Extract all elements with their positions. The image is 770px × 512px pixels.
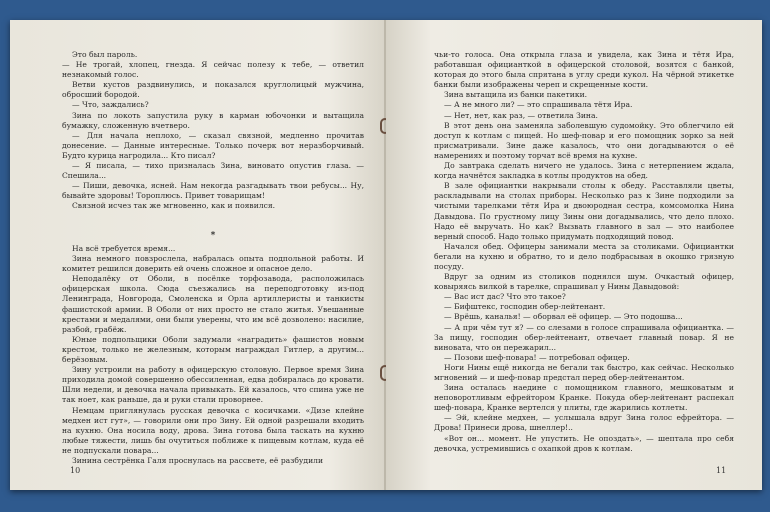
left-text-block-b — [62, 244, 364, 466]
paragraph: Вдруг за одним из столиков поднялся шум. Очкастый офицер, ковыряясь вилкой в тарелке, спрашивал у Нины Давыдовой: — [434, 272, 734, 292]
left-page — [10, 20, 385, 490]
paragraph: — Бифштекс, господин обер-лейтенант. — [444, 302, 606, 312]
paragraph: «Вот он... момент. Не упустить. Не опоздать», — шептала про себя девочка, устремившись с охапкой дров к котлам. — [434, 433, 734, 453]
paragraph: — Эй, клейне медхен, — услышала вдруг Зина голос ефрейтора. — Дрова! Принеси дрова, шнеллер!.. — [434, 413, 734, 433]
paragraph: Зина немного повзрослела, набралась опыта подпольной работы. И комитет решился доверить ей очень сложное и опасное дело. — [62, 254, 364, 274]
paragraph: Зину устроили на работу в офицерскую столовую. Первое время Зина приходила домой совершенно обессиленная, едва добиралась до кровати. Шли недели, и девочка начала привыкать. Ей казалось, что спина уже не так ноет, как раньше, да и руки стали проворнее. — [62, 365, 364, 405]
paragraph: — Вас ист дас? Что это такое? — [444, 292, 566, 302]
paragraph: — Не трогай, хлопец, гнезда. Я сейчас полезу к тебе, — ответил незнакомый голос. — [62, 60, 364, 80]
paragraph: Ноги Нины ещё никогда не бегали так быстро, как сейчас. Несколько мгновений — и шеф-повар предстал перед обер-лейтенантом. — [434, 362, 734, 382]
paragraph: На всё требуется время... — [72, 244, 176, 253]
paragraph: Ветви кустов раздвинулись, и показался круглолицый мужчина, обросший бородой. — [62, 80, 364, 100]
paragraph: — Что, заждались? — [72, 100, 149, 110]
right-text-block — [434, 50, 734, 454]
paragraph: Зинина сестрёнка Галя проснулась на рассвете, её разбудили — [72, 455, 324, 465]
paragraph: — Для начала неплохо, — сказал связной, медленно прочитав донесение. — Данные интересные. Только почерк вот неразборчивый. Будто курица нагродила... Кто писал? — [62, 130, 364, 160]
paragraph: Зина осталась наедине с помощником главного, мешковатым и неповоротливым ефрейтором Кранке. Покуда обер-лейтенант распекал шеф-повара, Кранке вертелся у плиты, где жарились котлеты. — [434, 383, 734, 413]
paragraph: — А не много ли? — это спрашивала тётя Ира. — [444, 100, 633, 110]
paragraph: — А при чём тут я? — со слезами в голосе спрашивала официантка. — За пищу, господин обер-лейтенант, отвечает главный повар. Я не виновата, что он пережарил... — [434, 322, 734, 352]
paragraph: Юные подпольщики Оболи задумали «наградить» фашистов новым крестом, только не железным, которым награждал Гитлер, а другим... берёзовым. — [62, 334, 364, 365]
paragraph: — Врёшь, каналья! — оборвал её офицер. — Это подошва... — [444, 312, 683, 322]
paragraph: В зале официантки накрывали столы к обеду. Расставляли цветы, раскладывали на столах приборы. Несколько раз к Зине подходили за чистыми тарелками тётя Ира и двоюродная сестра, комсомолка Нина Давыдова. По грустному лицу Зины они догадывались, что дело плохо. Надо её выручать. Но как? Вызвать главного в зал — это наиболее верный способ. Надо только придумать подходящий повод. — [434, 181, 734, 241]
open-booklet — [10, 20, 762, 490]
paragraph: — Я писала, — тихо призналась Зина, виновато опустив глаза. — Спешила... — [62, 161, 364, 181]
paragraph: — Нет, нет, как раз, — ответила Зина. — [444, 110, 598, 120]
right-page — [386, 20, 762, 490]
page-number-left: 10 — [70, 466, 81, 475]
paragraph: До завтрака сделать ничего не удалось. Зина с нетерпением ждала, когда начнётся закладка в котлы продуктов на обед. — [434, 161, 734, 181]
paragraph: Немцам приглянулась русская девочка с косичками. «Дизе клейне медхен ист гут», — говорили они про Зину. Ей одной разрешали входить на кухню. Она носила воду, дрова. Зина готова была таскать на кухню любые тяжести, лишь бы очутиться поближе к пищевым котлам, куда её не подпускали повара... — [62, 405, 364, 455]
left-text-block-a — [62, 50, 364, 212]
paragraph: чьи-то голоса. Она открыла глаза и увидела, как Зина и тётя Ира, работавшая официанткой в офицерской столовой, возятся с банкой, которая до этого была спрятана в углу среди кукол. На чёрной этикетке банки были изображены череп и скрещенные кости. — [434, 50, 734, 90]
paragraph: Зина по локоть запустила руку в карман юбочонки и вытащила бумажку, сложенную вчетверо. — [62, 110, 364, 130]
section-divider-star: * — [210, 231, 216, 241]
paragraph: Неподалёку от Оболи, в посёлке торфозавода, расположилась офицерская школа. Сюда съезжались на переподготовку из-под Ленинграда, Новгорода, Смоленска и Орла артиллеристы и танкисты фашистской армии. В Оболи от них просто не стало житья. Увешанные крестами и медалями, они были уверены, что им всё дозволено: насилие, разбой, грабёж. — [62, 274, 364, 334]
paragraph: Это был пароль. — [72, 50, 138, 59]
paragraph: Связной исчез так же мгновенно, как и появился. — [72, 201, 276, 211]
paragraph: — Пиши, девочка, ясней. Нам некогда разгадывать твои ребусы... Ну, бывайте здоровы! Тороплюсь. Привет товарищам! — [62, 181, 364, 201]
paragraph: В этот день она заменяла заболевшую судомойку. Это облегчило ей доступ к котлам с пищей. Но шеф-повар и его помощник зорко за ней присматривали. Зине даже казалось, что они догадываются о её намерениях и поэтому торчат всё время на кухне. — [434, 120, 734, 160]
paragraph: Зина вытащила из банки пакетики. — [444, 90, 588, 100]
page-number-right: 11 — [716, 466, 727, 475]
paragraph: — Позови шеф-повара! — потребовал офицер. — [444, 352, 630, 362]
paragraph: Начался обед. Офицеры занимали места за столиками. Официантки бегали на кухню и обратно, то и дело подбрасывая в окошко грязную посуду. — [434, 241, 734, 271]
